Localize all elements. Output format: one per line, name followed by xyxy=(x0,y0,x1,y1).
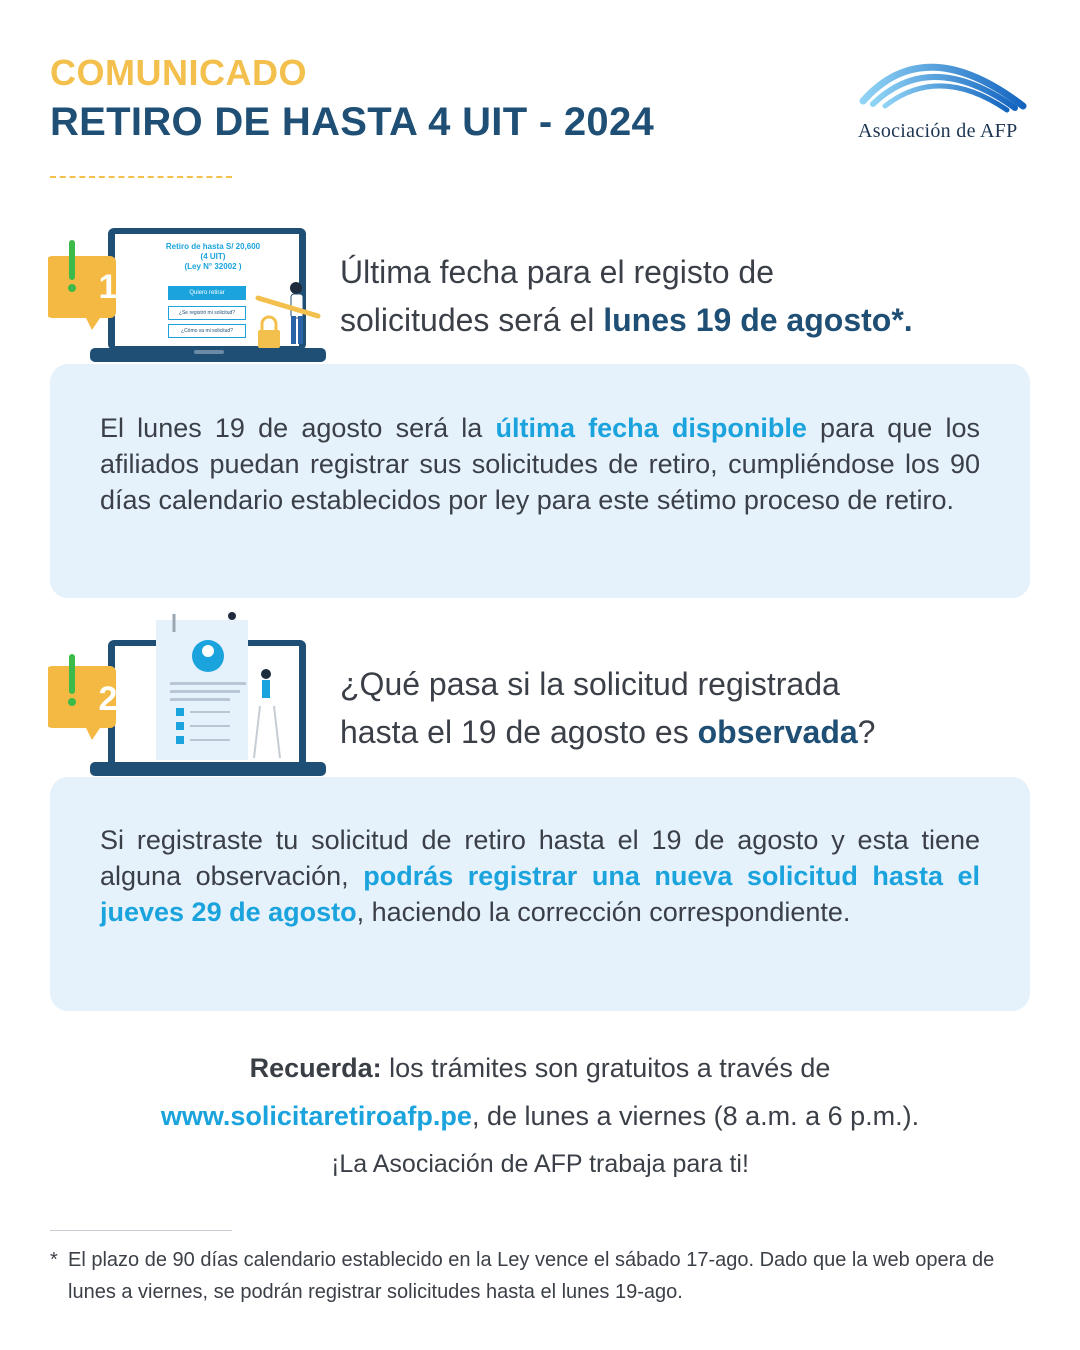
section1-body-highlight: última fecha disponible xyxy=(495,413,807,443)
section1-heading-line2 xyxy=(340,296,1040,344)
screen-line-3: (Ley N° 32002 ) xyxy=(184,262,242,271)
reminder-hours: , de lunes a viernes (8 a.m. a 6 p.m.). xyxy=(471,1101,920,1131)
quiero-retirar-button[interactable]: Quiero retirar xyxy=(168,286,246,300)
kicker-title: COMUNICADO xyxy=(50,52,307,93)
website-link[interactable]: www.solicitaretiroafp.pe xyxy=(160,1101,472,1131)
footnote xyxy=(50,1244,1040,1308)
step-badge-2: 2 xyxy=(98,680,118,718)
page-title: RETIRO DE HASTA 4 UIT - 2024 xyxy=(50,100,655,144)
reminder xyxy=(60,1044,1020,1140)
registered-check-button[interactable]: ¿Se registró mi solicitud? xyxy=(168,306,246,320)
section1-heading-text: solicitudes será el xyxy=(340,302,604,338)
section1-body-text: El lunes 19 de agosto será la xyxy=(100,413,496,443)
section2-body xyxy=(100,822,980,930)
section2-heading-bold: observada xyxy=(697,714,858,750)
section1-body-text-end: para que los afiliados puedan registrar sus solicitudes de retiro, cumpliéndose los 90 días calendario establecidos por ley para este sétimo proceso de retiro. xyxy=(100,413,981,515)
section1-body xyxy=(100,410,980,518)
section2-heading xyxy=(340,660,1040,756)
reminder-label: Recuerda: xyxy=(249,1053,382,1083)
screen-title xyxy=(138,242,288,272)
document-laptop-icon xyxy=(48,610,328,780)
screen-line-1: Retiro de hasta S/ 20,600 xyxy=(165,242,261,251)
footnote-marker: * xyxy=(50,1249,58,1271)
section2-body-text: Si registraste tu solicitud de retiro hasta el 19 de agosto y esta tiene alguna observación, xyxy=(100,825,980,891)
section1-heading xyxy=(340,248,1040,344)
section2-heading-end: ? xyxy=(857,714,876,750)
section2-body-highlight: podrás registrar una nueva solicitud hasta el jueves 29 de agosto xyxy=(100,861,980,927)
slogan: ¡La Asociación de AFP trabaja para ti! xyxy=(331,1150,749,1178)
screen-line-2: (4 UIT) xyxy=(200,252,226,261)
status-check-button[interactable]: ¿Cómo va mi solicitud? xyxy=(168,324,246,338)
step-badge-1: 1 xyxy=(98,268,118,306)
footnote-text: El plazo de 90 días calendario establecido en la Ley vence el sábado 17-ago. Dado que la web opera de lunes a viernes, se podrán registrar solicitudes hasta el lunes 19-ago. xyxy=(68,1249,995,1303)
section2-body-text-end: , haciendo la corrección correspondiente. xyxy=(356,897,851,927)
logo-wordmark: Asociación de AFP xyxy=(858,120,1018,142)
section1-heading-date: lunes 19 de agosto*. xyxy=(603,302,913,338)
section1-heading-line1: Última fecha para el registo de xyxy=(340,254,774,290)
section2-heading-line2 xyxy=(340,708,1040,756)
laptop-illustration-1 xyxy=(48,226,328,366)
footnote-divider xyxy=(50,1230,232,1231)
reminder-text: los trámites son gratuitos a través de xyxy=(381,1053,831,1083)
dashed-divider xyxy=(50,176,232,178)
laptop-illustration-2 xyxy=(48,610,328,780)
section2-heading-text: hasta el 19 de agosto es xyxy=(340,714,698,750)
section2-heading-line1: ¿Qué pasa si la solicitud registrada xyxy=(340,666,840,702)
